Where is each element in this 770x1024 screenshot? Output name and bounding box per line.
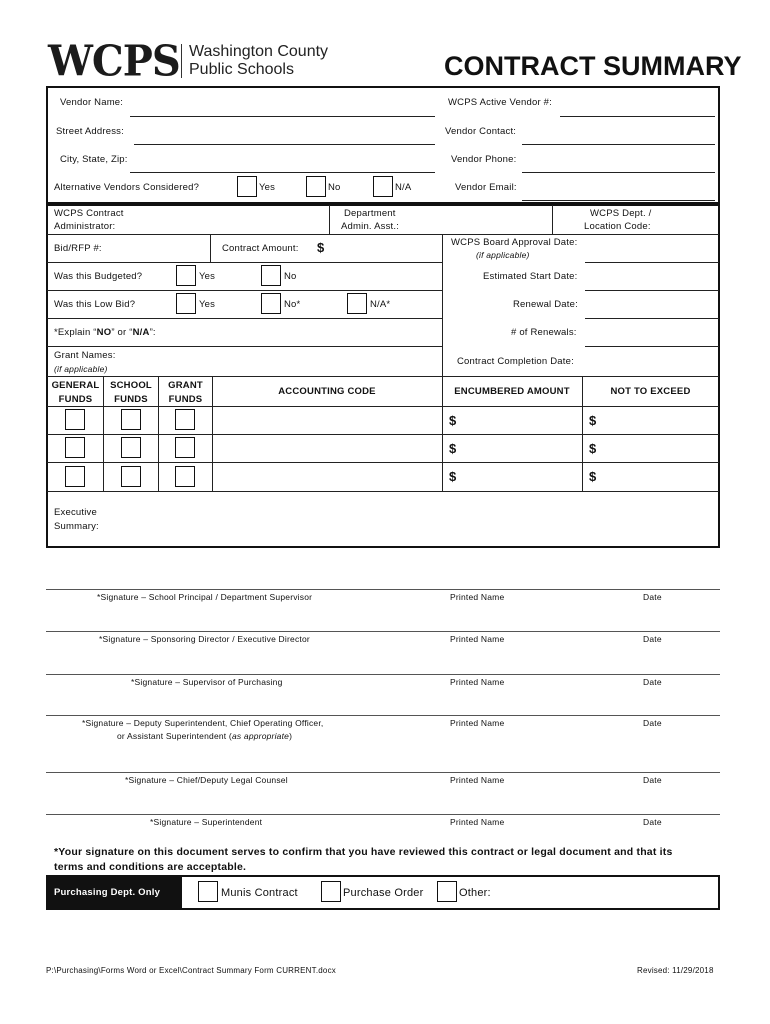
date-label: Date: [643, 775, 662, 785]
signature-label: *Signature – Sponsoring Director / Executive Director: [99, 634, 310, 644]
divider: [210, 234, 211, 262]
vendor-email-field[interactable]: [522, 200, 715, 201]
footer-file-path: P:\Purchasing\Forms Word or Excel\Contract Summary Form CURRENT.docx: [46, 966, 336, 975]
other-label: Other:: [459, 887, 491, 899]
vendor-phone-label: Vendor Phone:: [451, 154, 517, 165]
start-date-label: Estimated Start Date:: [483, 271, 578, 282]
not-to-exceed-header: NOT TO EXCEED: [610, 386, 691, 397]
completion-date-label: Contract Completion Date:: [457, 356, 574, 367]
board-approval-label: WCPS Board Approval Date:: [451, 237, 578, 248]
signature-line[interactable]: [46, 589, 720, 590]
general-funds-checkbox[interactable]: [65, 409, 85, 430]
signature-note-1: *Your signature on this document serves to confirm that you have reviewed this contract or legal document and that its: [54, 846, 673, 858]
general-funds-checkbox[interactable]: [65, 466, 85, 487]
printed-name-label: Printed Name: [450, 775, 505, 785]
row-divider: [47, 346, 442, 347]
munis-contract-label: Munis Contract: [221, 887, 298, 899]
row-divider: [47, 290, 442, 291]
purchase-order-checkbox[interactable]: [321, 881, 341, 902]
location-code-label-1: WCPS Dept. /: [590, 208, 652, 219]
alt-vendors-no-label: No: [328, 182, 341, 193]
row-divider: [47, 462, 719, 463]
logo-sub-1: Washington County: [189, 43, 329, 60]
vendor-name-label: Vendor Name:: [60, 97, 124, 108]
grant-funds-checkbox[interactable]: [175, 466, 195, 487]
board-approval-field[interactable]: [585, 262, 719, 263]
row-divider: [47, 376, 719, 377]
purchasing-label: Purchasing Dept. Only: [54, 887, 161, 898]
vendor-name-field[interactable]: [130, 116, 435, 117]
alt-vendors-yes-label: Yes: [259, 182, 276, 193]
printed-name-label: Printed Name: [450, 634, 505, 644]
city-state-zip-label: City, State, Zip:: [60, 154, 128, 165]
page-title: CONTRACT SUMMARY: [444, 51, 742, 81]
date-label: Date: [643, 817, 662, 827]
renewals-label: # of Renewals:: [511, 327, 577, 338]
encumbered-amount-header: ENCUMBERED AMOUNT: [454, 386, 570, 397]
start-date-field[interactable]: [585, 290, 719, 291]
date-label: Date: [643, 592, 662, 602]
encumbered-dollar: $: [449, 413, 457, 428]
signature-line[interactable]: [46, 631, 720, 632]
budgeted-yes-checkbox[interactable]: [176, 265, 196, 286]
row-divider: [47, 406, 719, 407]
renewals-field[interactable]: [585, 346, 719, 347]
school-funds-checkbox[interactable]: [121, 409, 141, 430]
vendor-contact-field[interactable]: [522, 144, 715, 145]
vendor-email-label: Vendor Email:: [455, 182, 517, 193]
grant-names-sub: (if applicable): [54, 364, 108, 374]
printed-name-label: Printed Name: [450, 592, 505, 602]
munis-contract-checkbox[interactable]: [198, 881, 218, 902]
signature-label: *Signature – Deputy Superintendent, Chief Operating Officer,: [82, 718, 324, 728]
low-bid-yes-checkbox[interactable]: [176, 293, 196, 314]
alt-vendors-no-checkbox[interactable]: [306, 176, 326, 197]
contract-amount-label: Contract Amount:: [222, 243, 299, 254]
school-funds-checkbox[interactable]: [121, 466, 141, 487]
general-funds-checkbox[interactable]: [65, 437, 85, 458]
low-bid-no-checkbox[interactable]: [261, 293, 281, 314]
school-funds-header: SCHOOL FUNDS: [110, 380, 152, 405]
logo-text: WCPS: [48, 36, 180, 87]
divider: [442, 234, 443, 376]
budgeted-no-label: No: [284, 271, 297, 282]
dept-admin-label-1: Department: [344, 208, 396, 219]
general-funds-header: GENERAL FUNDS: [51, 380, 100, 405]
school-funds-checkbox[interactable]: [121, 437, 141, 458]
grant-funds-checkbox[interactable]: [175, 409, 195, 430]
printed-name-label: Printed Name: [450, 718, 505, 728]
vendor-phone-field[interactable]: [522, 172, 715, 173]
not-to-exceed-dollar: $: [589, 469, 597, 484]
street-address-label: Street Address:: [56, 126, 124, 137]
board-approval-sub: (if applicable): [476, 250, 530, 260]
date-label: Date: [643, 718, 662, 728]
logo-sub-2: Public Schools: [189, 61, 294, 78]
date-label: Date: [643, 634, 662, 644]
location-code-label-2: Location Code:: [584, 221, 651, 232]
signature-label: *Signature – School Principal / Department Supervisor: [97, 592, 313, 602]
budgeted-label: Was this Budgeted?: [54, 271, 143, 282]
wcps-contract-admin-label-2: Administrator:: [54, 221, 116, 232]
low-bid-no-label: No*: [284, 299, 301, 310]
bid-rfp-label: Bid/RFP #:: [54, 243, 102, 254]
renewal-date-label: Renewal Date:: [513, 299, 578, 310]
city-state-zip-field[interactable]: [130, 172, 435, 173]
grant-funds-checkbox[interactable]: [175, 437, 195, 458]
signature-line[interactable]: [46, 715, 720, 716]
signature-label: *Signature – Supervisor of Purchasing: [131, 677, 283, 687]
signature-label: *Signature – Superintendent: [150, 817, 263, 827]
accounting-code-header: ACCOUNTING CODE: [278, 386, 376, 397]
dept-admin-label-2: Admin. Asst.:: [341, 221, 400, 232]
low-bid-yes-label: Yes: [199, 299, 216, 310]
alt-vendors-label: Alternative Vendors Considered?: [54, 182, 200, 193]
date-label: Date: [643, 677, 662, 687]
printed-name-label: Printed Name: [450, 677, 505, 687]
explain-label: *Explain “NO” or “N/A”:: [54, 327, 156, 338]
row-divider: [47, 262, 442, 263]
row-divider: [47, 318, 442, 319]
footer-revised: Revised: 11/29/2018: [637, 966, 714, 975]
signature-label: *Signature – Chief/Deputy Legal Counsel: [125, 775, 288, 785]
encumbered-dollar: $: [449, 441, 457, 456]
row-divider: [47, 434, 719, 435]
executive-summary-field[interactable]: [110, 494, 715, 544]
printed-name-label: Printed Name: [450, 817, 505, 827]
not-to-exceed-dollar: $: [589, 413, 597, 428]
alt-vendors-yes-checkbox[interactable]: [237, 176, 257, 197]
other-checkbox[interactable]: [437, 881, 457, 902]
low-bid-na-checkbox[interactable]: [347, 293, 367, 314]
signature-line[interactable]: [46, 674, 720, 675]
grant-names-label: Grant Names:: [54, 350, 116, 361]
budgeted-yes-label: Yes: [199, 271, 216, 282]
wcps-contract-admin-label-1: WCPS Contract: [54, 208, 124, 219]
purchase-order-label: Purchase Order: [343, 887, 424, 899]
row-divider: [47, 234, 719, 235]
executive-summary-label-2: Summary:: [54, 521, 99, 532]
budgeted-no-checkbox[interactable]: [261, 265, 281, 286]
row-divider: [47, 491, 719, 492]
executive-summary-label-1: Executive: [54, 507, 97, 518]
logo-divider: [181, 44, 182, 78]
low-bid-na-label: N/A*: [370, 299, 391, 310]
signature-line[interactable]: [46, 814, 720, 815]
active-vendor-label: WCPS Active Vendor #:: [448, 97, 552, 108]
grant-funds-header: GRANT FUNDS: [168, 380, 203, 405]
street-address-field[interactable]: [134, 144, 435, 145]
encumbered-dollar: $: [449, 469, 457, 484]
signature-note-2: terms and conditions are acceptable.: [54, 861, 247, 873]
divider: [329, 205, 330, 234]
low-bid-label: Was this Low Bid?: [54, 299, 136, 310]
alt-vendors-na-label: N/A: [395, 182, 412, 193]
signature-label-2: or Assistant Superintendent (as appropriate): [117, 731, 293, 741]
signature-line[interactable]: [46, 772, 720, 773]
renewal-date-field[interactable]: [585, 318, 719, 319]
not-to-exceed-dollar: $: [589, 441, 597, 456]
divider: [552, 205, 553, 234]
active-vendor-field[interactable]: [560, 116, 715, 117]
vendor-contact-label: Vendor Contact:: [445, 126, 517, 137]
alt-vendors-na-checkbox[interactable]: [373, 176, 393, 197]
contract-amount-dollar: $: [317, 240, 325, 255]
